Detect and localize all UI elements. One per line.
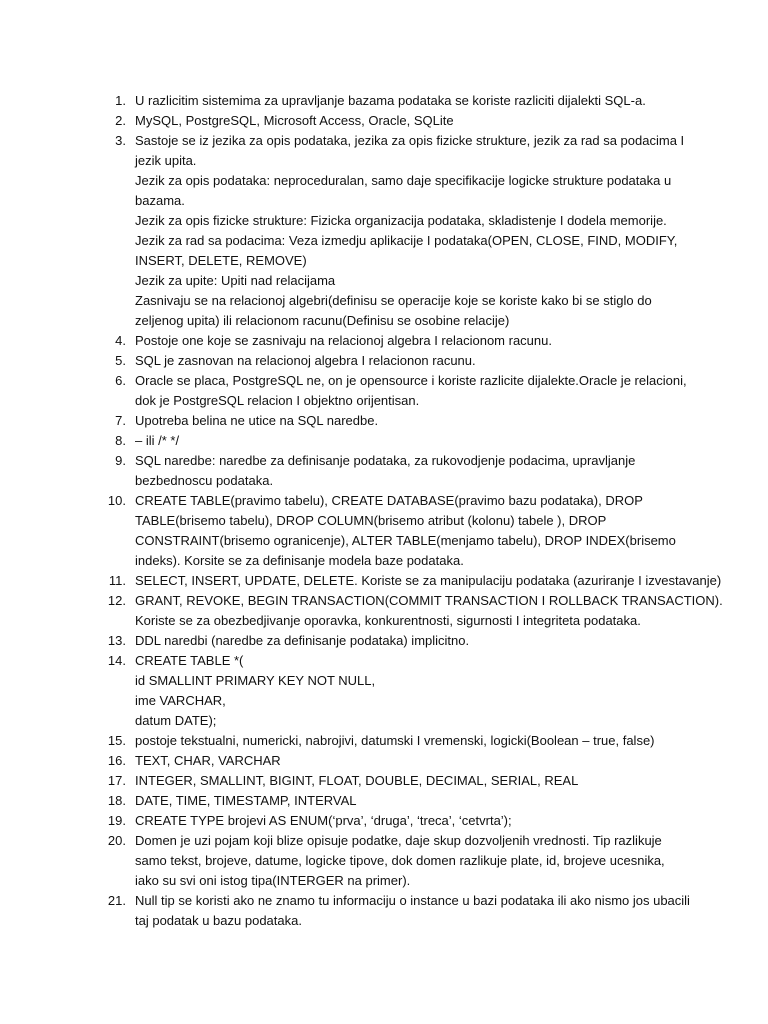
list-item-number: 11.: [108, 573, 126, 588]
list-item: [96, 631, 696, 651]
list-item-text-line: – ili /* */: [135, 433, 180, 448]
list-item: [96, 591, 723, 631]
list-item-number: 12.: [107, 593, 126, 608]
list-item-number: 3.: [115, 133, 126, 148]
list-item-number: 1.: [115, 93, 126, 108]
list-item: [96, 491, 696, 571]
list-item-text-line: CREATE TABLE *(: [135, 653, 244, 668]
list-item-text-line: Jezik za opis podataka: neproceduralan, samo daje specifikacije logicke strukture podataka u: [135, 173, 672, 188]
list-item-text-line: bazama.: [135, 193, 185, 208]
list-item: [96, 91, 696, 111]
list-item-number: 20.: [107, 833, 126, 848]
list-item-text-line: DDL naredbi (naredbe za definisanje podataka) implicitno.: [135, 633, 470, 648]
list-item-text-line: datum DATE);: [135, 713, 217, 728]
list-item: [96, 751, 696, 771]
list-item-text-line: SQL je zasnovan na relacionoj algebra I relacionon racunu.: [135, 353, 476, 368]
list-item-text-line: SELECT, INSERT, UPDATE, DELETE. Koriste se za manipulaciju podataka (azuriranje I izvestavanje): [135, 573, 722, 588]
list-item: [96, 371, 696, 411]
list-item: [96, 451, 696, 491]
list-item-number: 5.: [115, 353, 126, 368]
list-item-number: 14.: [107, 653, 126, 668]
list-item: [96, 331, 696, 351]
list-item-text-line: indeks). Korsite se za definisanje modela baze podataka.: [135, 553, 464, 568]
list-item-text-line: jezik upita.: [135, 153, 197, 168]
list-item-text-line: Jezik za upite: Upiti nad relacijama: [135, 273, 336, 288]
list-item-number: 4.: [115, 333, 126, 348]
list-item: [96, 791, 696, 811]
list-item-text-line: zeljenog upita) ili relacionom racunu(Definisu se osobine relacije): [135, 313, 510, 328]
list-item-number: 21.: [107, 893, 126, 908]
list-item-text-line: TEXT, CHAR, VARCHAR: [135, 753, 281, 768]
list-item-text-line: SQL naredbe: naredbe za definisanje podataka, za rukovodjenje podacima, upravljanje: [135, 453, 636, 468]
list-item-number: 16.: [107, 753, 126, 768]
list-item-text-line: INSERT, DELETE, REMOVE): [135, 253, 307, 268]
list-item-number: 18.: [107, 793, 126, 808]
list-item: [96, 831, 696, 891]
list-item: [96, 111, 696, 131]
list-item-text-line: CREATE TABLE(pravimo tabelu), CREATE DATABASE(pravimo bazu podataka), DROP: [135, 493, 643, 508]
list-item-text-line: bezbednoscu podataka.: [135, 473, 274, 488]
list-item-text-line: Sastoje se iz jezika za opis podataka, jezika za opis fizicke strukture, jezik za rad sa podacima I: [135, 133, 685, 148]
list-item-text-line: postoje tekstualni, numericki, nabrojivi, datumski I vremenski, logicki(Boolean – true, false): [135, 733, 655, 748]
list-item-number: 8.: [115, 433, 126, 448]
list-item-text-line: Jezik za rad sa podacima: Veza izmedju aplikacije I podataka(OPEN, CLOSE, FIND, MODIFY,: [135, 233, 678, 248]
list-item-text-line: CONSTRAINT(brisemo ogranicenje), ALTER TABLE(menjamo tabelu), DROP INDEX(brisemo: [135, 533, 676, 548]
list-item: [96, 431, 696, 451]
list-item-text-line: TABLE(brisemo tabelu), DROP COLUMN(brisemo atribut (kolonu) tabele ), DROP: [135, 513, 607, 528]
list-item-text-line: Postoje one koje se zasnivaju na relacionoj algebra I relacionom racunu.: [135, 333, 552, 348]
list-item-text-line: Null tip se koristi ako ne znamo tu informaciju o instance u bazi podataka ili ako nismo jos ubacili: [135, 893, 690, 908]
list-item-text-line: ime VARCHAR,: [135, 693, 226, 708]
list-item-number: 7.: [115, 413, 126, 428]
list-item-text-line: INTEGER, SMALLINT, BIGINT, FLOAT, DOUBLE, DECIMAL, SERIAL, REAL: [135, 773, 579, 788]
list-item-text-line: DATE, TIME, TIMESTAMP, INTERVAL: [135, 793, 357, 808]
list-item-text-line: GRANT, REVOKE, BEGIN TRANSACTION(COMMIT TRANSACTION I ROLLBACK TRANSACTION).: [135, 593, 723, 608]
list-item: [96, 731, 696, 751]
list-item-text-line: dok je PostgreSQL relacion I objektno orijentisan.: [135, 393, 420, 408]
list-item: [96, 891, 696, 931]
list-item-number: 17.: [107, 773, 126, 788]
numbered-list: [96, 91, 723, 931]
list-item-number: 2.: [115, 113, 126, 128]
list-item-text-line: MySQL, PostgreSQL, Microsoft Access, Oracle, SQLite: [135, 113, 454, 128]
list-item-number: 13.: [107, 633, 126, 648]
list-item-text-line: Zasnivaju se na relacionoj algebri(definisu se operacije koje se koriste kako bi se stiglo do: [135, 293, 652, 308]
list-item-number: 9.: [115, 453, 126, 468]
list-item-number: 15.: [107, 733, 126, 748]
list-item: [96, 411, 696, 431]
list-item-text-line: CREATE TYPE brojevi AS ENUM(‘prva’, ‘druga’, ‘treca’, ‘cetvrta’);: [135, 813, 512, 828]
list-item: [96, 571, 722, 591]
list-item-number: 19.: [107, 813, 126, 828]
list-item: [96, 811, 696, 831]
list-item: [96, 771, 696, 791]
list-item-text-line: U razlicitim sistemima za upravljanje bazama podataka se koriste razliciti dijalekti SQL-a.: [135, 93, 646, 108]
list-item-number: 10.: [107, 493, 126, 508]
list-item-text-line: Upotreba belina ne utice na SQL naredbe.: [135, 413, 379, 428]
list-item: [96, 651, 696, 731]
list-item-text-line: Koriste se za obezbedjivanje oporavka, konkurentnosti, sigurnosti I integriteta podataka.: [135, 613, 641, 628]
list-item: [96, 131, 696, 331]
list-item-text-line: taj podatak u bazu podataka.: [135, 913, 302, 928]
list-item-text-line: Domen je uzi pojam koji blize opisuje podatke, daje skup dozvoljenih vrednosti. Tip razlikuje: [135, 833, 662, 848]
list-item-text-line: Oracle se placa, PostgreSQL ne, on je opensource i koriste razlicite dijalekte.Oracle je relacioni,: [135, 373, 687, 388]
list-item-text-line: Jezik za opis fizicke strukture: Fizicka organizacija podataka, skladistenje I dodela memorije.: [135, 213, 667, 228]
list-item-text-line: iako su svi oni istog tipa(INTERGER na primer).: [135, 873, 411, 888]
list-item-number: 6.: [115, 373, 126, 388]
list-item: [96, 351, 696, 371]
list-item-text-line: id SMALLINT PRIMARY KEY NOT NULL,: [135, 673, 376, 688]
list-item-text-line: samo tekst, brojeve, datume, logicke tipove, dok domen razlikuje plate, id, brojeve ucesnika,: [135, 853, 665, 868]
